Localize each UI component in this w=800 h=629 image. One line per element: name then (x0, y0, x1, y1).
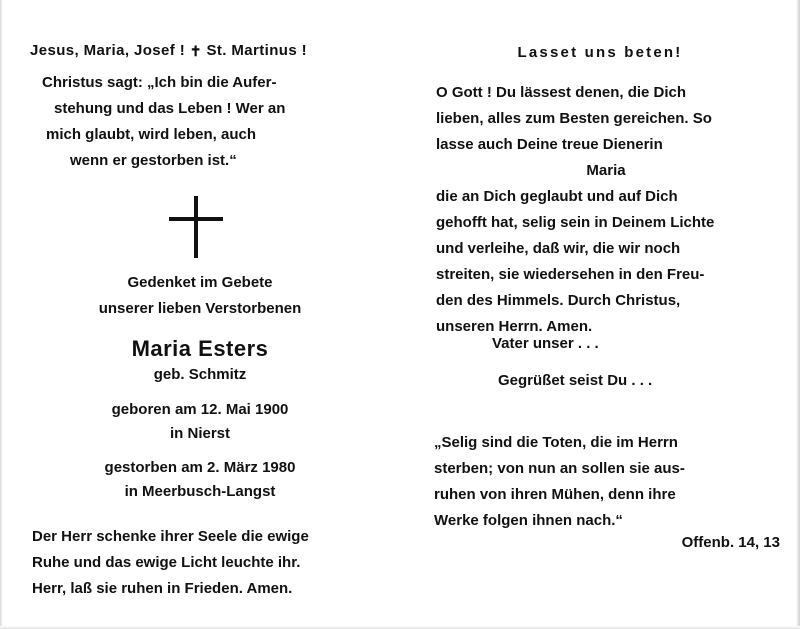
scripture-line-2: sterben; von nun an sollen sie aus- (434, 460, 685, 477)
vater-unser-prompt: Vater unser . . . (492, 335, 599, 352)
prayer-line-8: den des Himmels. Durch Christus, (436, 292, 681, 309)
death-details (20, 456, 380, 504)
christ-quote-line-3: mich glaubt, wird leben, auch (46, 126, 257, 143)
christ-quote-line-4: wenn er gestorben ist.“ (70, 152, 237, 169)
scripture-quote (434, 430, 784, 534)
prayer-line-1: O Gott ! Du lässest denen, die Dich (436, 84, 687, 101)
invocation-headline (30, 42, 370, 60)
right-column (400, 0, 800, 629)
deceased-maiden-name: geb. Schmitz (153, 366, 247, 383)
prayer-line-9: unseren Herrn. Amen. (436, 318, 593, 335)
cross-vertical-bar (194, 196, 198, 258)
latin-cross-icon (160, 196, 232, 258)
prayer-title: Lasset uns beten! (517, 44, 683, 61)
death-place: in Meerbusch-Langst (124, 483, 276, 500)
prayer-deceased-name: Maria (586, 162, 626, 179)
remembrance-line-2: unserer lieben Verstorbenen (98, 300, 302, 317)
cross-dagger-icon: ✝ (189, 43, 202, 59)
prayer-body (436, 80, 776, 340)
prayer-line-5: gehofft hat, selig sein in Deinem Lichte (436, 214, 715, 231)
remembrance-text (20, 270, 380, 322)
birth-date: geboren am 12. Mai 1900 (111, 401, 289, 418)
gegruesset-seist-du-prompt: Gegrüßet seist Du . . . (498, 372, 653, 389)
left-footer-line-1: Der Herr schenke ihrer Seele die ewige (32, 528, 309, 545)
scripture-line-3: ruhen von ihren Mühen, denn ihre (434, 486, 676, 503)
christ-quote-line-2: stehung und das Leben ! Wer an (54, 100, 286, 117)
prayer-line-7: streiten, sie wiedersehen in den Freu- (436, 266, 705, 283)
birth-place: in Nierst (169, 425, 230, 442)
death-date: gestorben am 2. März 1980 (104, 459, 296, 476)
prayer-line-6: und verleihe, daß wir, die wir noch (436, 240, 681, 257)
christ-quote-line-1: Christus sagt: „Ich bin die Aufer- (42, 74, 277, 91)
prayer-line-2: lieben, alles zum Besten gereichen. So (436, 110, 712, 127)
invocation-jesus-maria-josef: Jesus, Maria, Josef ! (30, 42, 186, 59)
cross-horizontal-bar (169, 217, 223, 221)
prayer-line-3: lasse auch Deine treue Dienerin (436, 136, 663, 153)
birth-details (20, 398, 380, 446)
deceased-name: Maria Esters (131, 336, 269, 361)
scripture-line-4: Werke folgen ihnen nach.“ (434, 512, 623, 529)
invocation-saint: St. Martinus ! (206, 42, 308, 59)
scripture-line-1: „Selig sind die Toten, die im Herrn (434, 434, 678, 451)
scripture-reference: Offenb. 14, 13 (681, 534, 780, 551)
prayer-line-4: die an Dich geglaubt und auf Dich (436, 188, 678, 205)
remembrance-line-1: Gedenket im Gebete (127, 274, 273, 291)
christ-quote (42, 70, 372, 174)
left-footer-line-2: Ruhe und das ewige Licht leuchte ihr. (32, 554, 301, 571)
left-footer-line-3: Herr, laß sie ruhen in Frieden. Amen. (32, 580, 293, 597)
left-footer-blessing (32, 524, 382, 602)
